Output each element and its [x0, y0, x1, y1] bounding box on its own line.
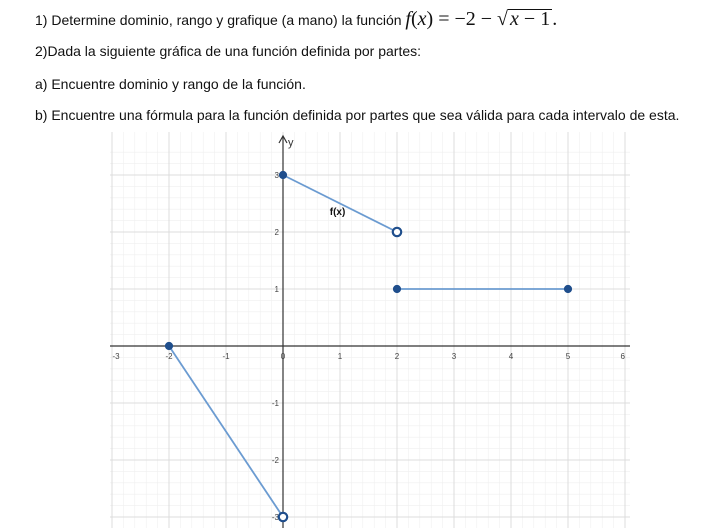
- closed-endpoint: [165, 342, 172, 349]
- y-tick-label: 3: [274, 171, 279, 180]
- y-tick-label: -3: [271, 513, 279, 522]
- question-2a: a) Encuentre dominio y rango de la función.: [35, 76, 306, 92]
- question-1-formula: f(x) = −2 − √ x − 1 .: [405, 8, 558, 30]
- closed-endpoint: [393, 285, 400, 292]
- x-tick-label: 1: [337, 352, 343, 361]
- open-endpoint: [279, 513, 287, 521]
- open-endpoint: [393, 228, 401, 236]
- piecewise-function-graph: [110, 132, 630, 528]
- grid-minor: [110, 132, 630, 528]
- question-2b: b) Encuentre una fórmula para la función definida por partes que sea válida para cada intervalo de esta.: [35, 107, 680, 123]
- y-tick-label: -2: [271, 456, 279, 465]
- axes: [110, 136, 630, 528]
- x-tick-label: 6: [620, 352, 625, 361]
- x-tick-label: 2: [394, 352, 400, 361]
- closed-endpoint: [279, 171, 286, 178]
- x-tick-label: 3: [451, 352, 457, 361]
- grid-major: [110, 132, 630, 528]
- question-1-text: 1) Determine dominio, rango y grafique (a mano) la función: [35, 12, 406, 28]
- x-tick-label: 0: [280, 352, 286, 361]
- closed-endpoint: [564, 285, 571, 292]
- question-1: [35, 8, 557, 31]
- y-axis-label: y: [288, 137, 294, 149]
- y-tick-label: -1: [271, 399, 279, 408]
- x-tick-label: -1: [222, 352, 230, 361]
- y-tick-label: 1: [274, 285, 279, 294]
- x-tick-label: 4: [508, 352, 514, 361]
- x-tick-label: -2: [165, 352, 173, 361]
- x-tick-label: -3: [112, 352, 120, 361]
- function-label: f(x): [329, 206, 346, 218]
- question-2: 2)Dada la siguiente gráfica de una función definida por partes:: [35, 43, 422, 59]
- y-tick-label: 2: [274, 228, 279, 237]
- x-tick-label: 5: [565, 352, 571, 361]
